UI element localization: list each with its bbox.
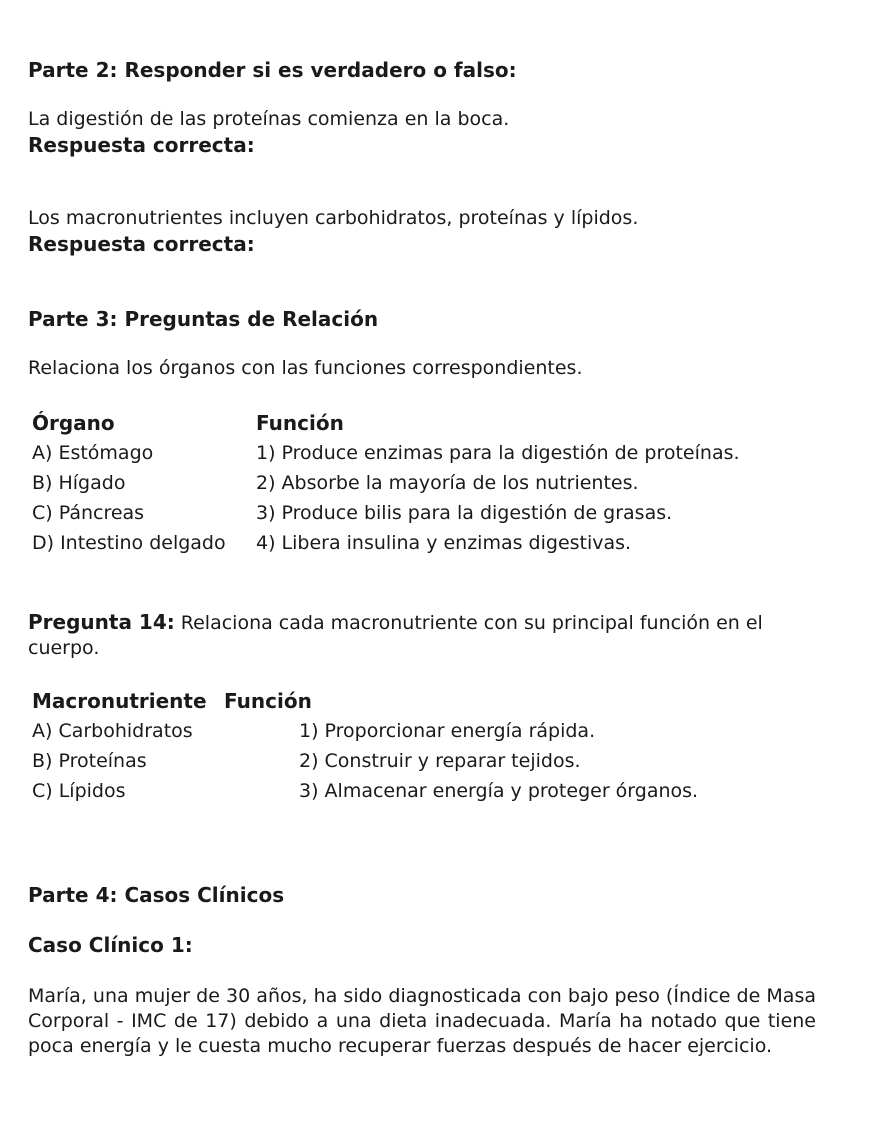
part3-instruction: Relaciona los órganos con las funciones correspondientes. — [28, 357, 583, 379]
part2-question-1: La digestión de las proteínas comienza en la boca. — [28, 108, 510, 130]
table-header-function: Función — [256, 411, 344, 435]
question-14-label: Pregunta 14: — [28, 610, 175, 634]
table-cell-organ: C) Páncreas — [32, 502, 145, 524]
table-cell-macronutrient: C) Lípidos — [32, 780, 126, 802]
table-cell-organ: A) Estómago — [32, 442, 154, 464]
table-header-organ: Órgano — [32, 411, 115, 435]
table-cell-function: 1) Produce enzimas para la digestión de proteínas. — [256, 442, 740, 464]
part2-title: Parte 2: Responder si es verdadero o falso: — [28, 58, 517, 82]
table-cell-function: 4) Libera insulina y enzimas digestivas. — [256, 532, 632, 554]
question-14-text: Relaciona cada macronutriente con su principal función en el cuerpo. — [28, 612, 763, 659]
table-cell-function: 3) Produce bilis para la digestión de grasas. — [256, 502, 673, 524]
table-cell-function: 2) Absorbe la mayoría de los nutrientes. — [256, 472, 639, 494]
case-1-text: María, una mujer de 30 años, ha sido diagnosticada con bajo peso (Índice de Masa Corporal - IMC de 17) debido a una dieta inadecuada. María ha notado que tiene poca energía y le cuesta mucho recuperar fuerzas después de hacer ejercicio. — [28, 985, 816, 1057]
table-cell-macronutrient: B) Proteínas — [32, 750, 147, 772]
table-cell-function: 1) Proporcionar energía rápida. — [299, 720, 596, 742]
case-1-title: Caso Clínico 1: — [28, 933, 193, 957]
question-14 — [28, 610, 828, 661]
table-header-macronutrient: Macronutriente — [32, 689, 207, 713]
part2-answer-label-1: Respuesta correcta: — [28, 133, 255, 157]
table-cell-macronutrient: A) Carbohidratos — [32, 720, 193, 742]
part3-title: Parte 3: Preguntas de Relación — [28, 307, 379, 331]
table-header-function: Función — [224, 689, 312, 713]
table-cell-function: 3) Almacenar energía y proteger órganos. — [299, 780, 699, 802]
part2-question-2: Los macronutrientes incluyen carbohidratos, proteínas y lípidos. — [28, 207, 639, 229]
table-cell-organ: B) Hígado — [32, 472, 126, 494]
table-cell-organ: D) Intestino delgado — [32, 532, 226, 554]
table-cell-function: 2) Construir y reparar tejidos. — [299, 750, 581, 772]
part4-title: Parte 4: Casos Clínicos — [28, 883, 285, 907]
part2-answer-label-2: Respuesta correcta: — [28, 232, 255, 256]
